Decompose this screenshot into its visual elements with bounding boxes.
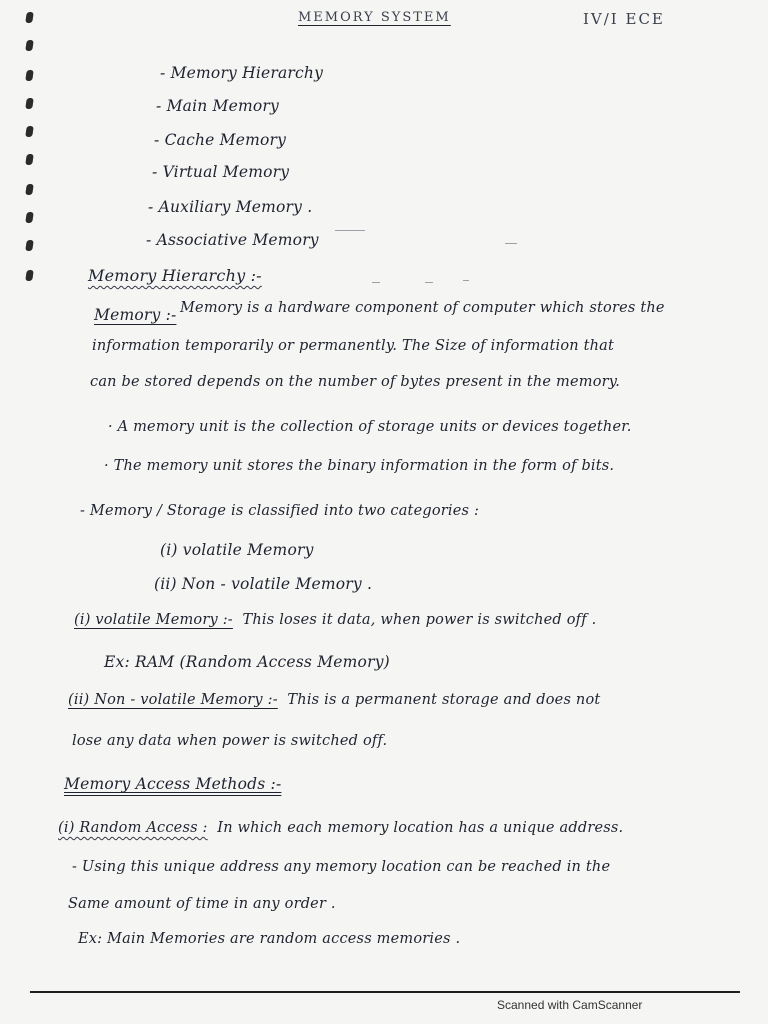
toc-item: - Cache Memory [154, 131, 287, 149]
definition-text: Memory is a hardware component of computer which stores the [180, 300, 665, 316]
section-heading: Memory Access Methods :- [64, 775, 282, 793]
random-access-term: (i) Random Access : [58, 820, 208, 836]
random-access-line: - Using this unique address any memory location can be reached in the [72, 859, 611, 875]
toc-item: - Main Memory [156, 97, 279, 115]
random-access-line: Same amount of time in any order . [68, 896, 336, 912]
toc-item: - Associative Memory [146, 231, 319, 249]
toc-item: - Memory Hierarchy [160, 64, 324, 82]
bullet-text: The memory unit stores the binary information in the form of bits. [113, 458, 615, 474]
random-access-text: In which each memory location has a unique address. [217, 820, 624, 836]
volatile-example: Ex: RAM (Random Access Memory) [104, 653, 390, 671]
volatile-term: (i) volatile Memory :- [74, 612, 233, 628]
section-heading: Memory Hierarchy :- [88, 266, 262, 285]
nonvolatile-term: (ii) Non - volatile Memory :- [68, 692, 278, 708]
toc-item: - Virtual Memory [152, 163, 290, 181]
nonvolatile-definition [68, 692, 600, 708]
footer-rule [30, 991, 740, 993]
bullet-text: A memory unit is the collection of storage units or devices together. [117, 419, 632, 435]
bullet-point: · The memory unit stores the binary information in the form of bits. [104, 458, 615, 474]
category-item: (i) volatile Memory [160, 541, 314, 559]
bullet-point: · A memory unit is the collection of storage units or devices together. [108, 419, 632, 435]
category-item: (ii) Non - volatile Memory . [154, 575, 373, 593]
random-access-definition [58, 820, 623, 836]
volatile-text: This loses it data, when power is switched off . [242, 612, 597, 628]
page-title: MEMORY SYSTEM [298, 10, 451, 25]
class-label: IV/I ECE [583, 10, 665, 28]
definition-text: information temporarily or permanently. The Size of information that [92, 338, 615, 354]
toc-item: - Auxiliary Memory . [148, 198, 313, 216]
nonvolatile-text: This is a permanent storage and does not [287, 692, 601, 708]
scanner-watermark: Scanned with CamScanner [497, 998, 643, 1012]
random-access-example: Ex: Main Memories are random access memories . [78, 931, 461, 947]
definition-term: Memory :- [94, 306, 177, 324]
binder-holes [26, 8, 40, 298]
classification-text: - Memory / Storage is classified into two categories : [80, 503, 480, 519]
volatile-definition [74, 612, 596, 628]
nonvolatile-text-cont: lose any data when power is switched off. [72, 733, 388, 749]
definition-text: can be stored depends on the number of bytes present in the memory. [90, 374, 621, 390]
